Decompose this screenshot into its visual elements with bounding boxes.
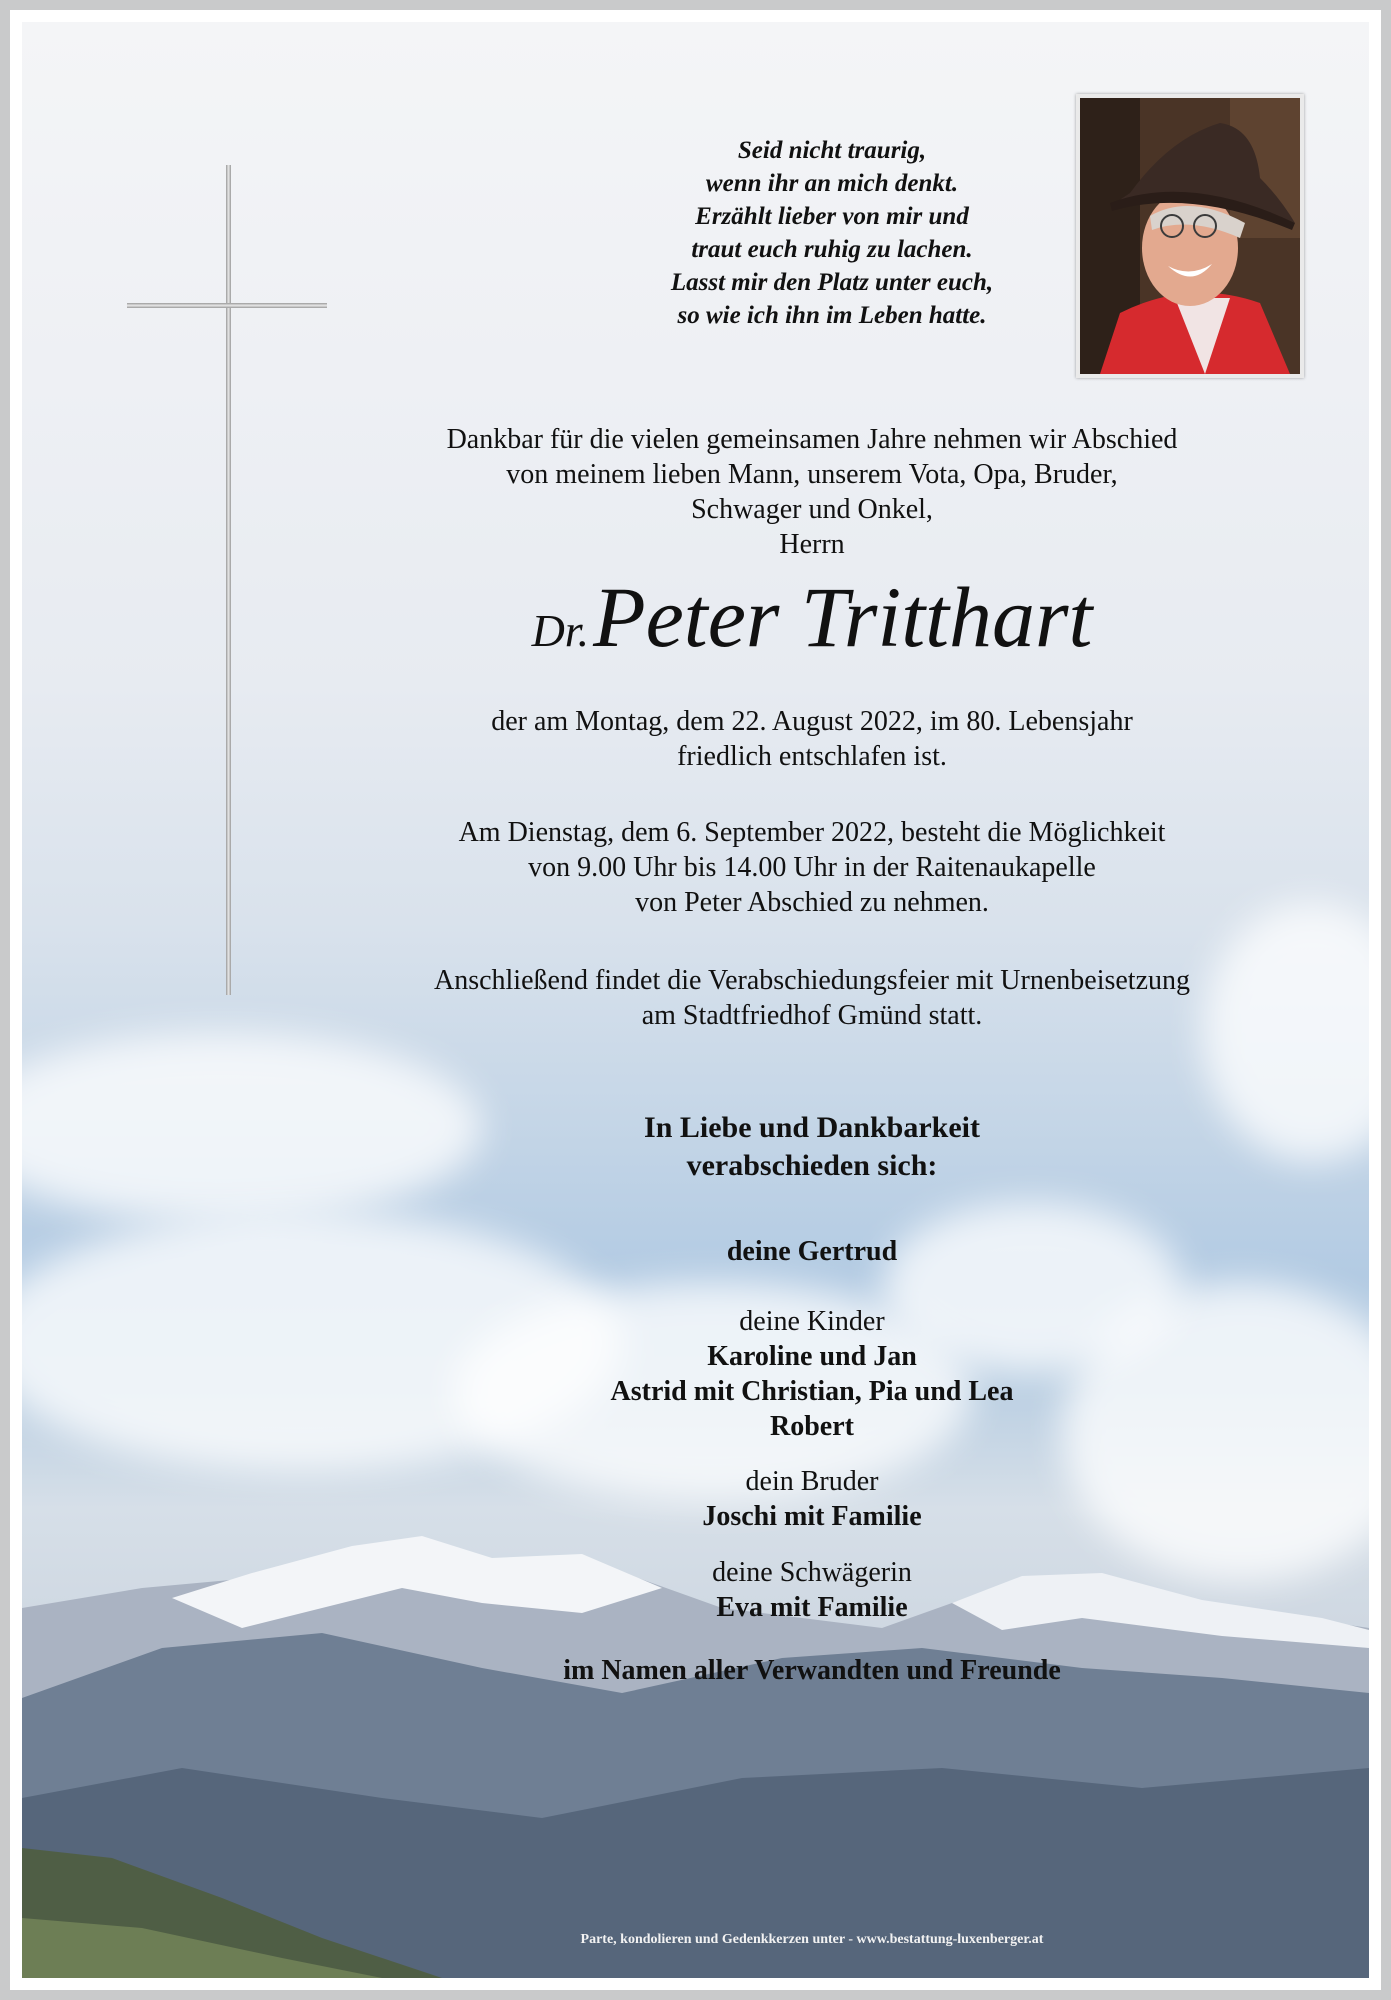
mourner-sister-in-law-group xyxy=(372,1555,1252,1625)
poem-line: Lasst mir den Platz unter euch, xyxy=(670,269,994,296)
intro-text xyxy=(372,422,1252,562)
mourner-brother-group xyxy=(372,1464,1252,1534)
ceremony-line: am Stadtfriedhof Gmünd statt. xyxy=(641,1000,983,1031)
viewing-line: von Peter Abschied zu nehmen. xyxy=(635,887,989,918)
intro-line: von meinem lieben Mann, unserem Vota, Opa, Bruder, xyxy=(506,459,1118,490)
viewing-info xyxy=(372,815,1252,920)
mourner-label: dein Bruder xyxy=(745,1466,879,1497)
ceremony-line: Anschließend findet die Verabschiedungsfeier mit Urnenbeisetzung xyxy=(433,965,1191,996)
deceased-title: Dr. xyxy=(531,605,590,656)
death-notice-line: der am Montag, dem 22. August 2022, im 80. Lebensjahr xyxy=(491,706,1133,737)
portrait-photo xyxy=(1076,94,1304,378)
mourner-name: Eva mit Familie xyxy=(716,1592,908,1623)
poem-line: wenn ihr an mich denkt. xyxy=(705,170,959,197)
deceased-full-name: Peter Tritthart xyxy=(593,569,1093,665)
intro-line: Dankbar für die vielen gemeinsamen Jahre nehmen wir Abschied xyxy=(446,424,1178,455)
cross-icon xyxy=(226,165,231,995)
intro-line: Schwager und Onkel, xyxy=(691,494,933,525)
deceased-name xyxy=(372,569,1252,690)
poem-line: traut euch ruhig zu lachen. xyxy=(691,236,973,263)
mourner-all: im Namen aller Verwandten und Freunde xyxy=(563,1655,1061,1686)
mourner-name: Joschi mit Familie xyxy=(702,1501,922,1532)
page-frame xyxy=(10,10,1381,1990)
mourner-name: Karoline und Jan xyxy=(707,1341,917,1372)
mourner-name: Astrid mit Christian, Pia und Lea xyxy=(610,1376,1014,1407)
poem-line: so wie ich ihn im Leben hatte. xyxy=(677,302,987,329)
intro-line: Herrn xyxy=(779,529,845,560)
mourner-label: deine Kinder xyxy=(739,1306,885,1337)
footer-website-note: Parte, kondolieren und Gedenkkerzen unter - www.bestattung-luxenberger.at xyxy=(580,1932,1044,1947)
mourner-label: deine Schwägerin xyxy=(712,1557,912,1588)
viewing-line: Am Dienstag, dem 6. September 2022, besteht die Möglichkeit xyxy=(458,817,1166,848)
farewell-heading-line: In Liebe und Dankbarkeit xyxy=(644,1111,980,1144)
mourner-wife: deine Gertrud xyxy=(726,1236,898,1267)
mourner-children-group xyxy=(372,1304,1252,1444)
mourner-name: Robert xyxy=(770,1411,854,1442)
cross-icon-bar xyxy=(127,303,327,308)
ceremony-info xyxy=(372,963,1252,1033)
poem-line: Seid nicht traurig, xyxy=(737,137,927,164)
death-notice-line: friedlich entschlafen ist. xyxy=(677,741,947,772)
viewing-line: von 9.00 Uhr bis 14.00 Uhr in der Raitenaukapelle xyxy=(528,852,1096,883)
farewell-heading xyxy=(372,1109,1252,1185)
obituary-card xyxy=(22,22,1369,1978)
poem-line: Erzählt lieber von mir und xyxy=(695,203,969,230)
death-notice xyxy=(372,704,1252,774)
farewell-heading-line: verabschieden sich: xyxy=(686,1149,938,1182)
portrait-illustration xyxy=(1080,98,1300,374)
poem xyxy=(582,134,1082,332)
